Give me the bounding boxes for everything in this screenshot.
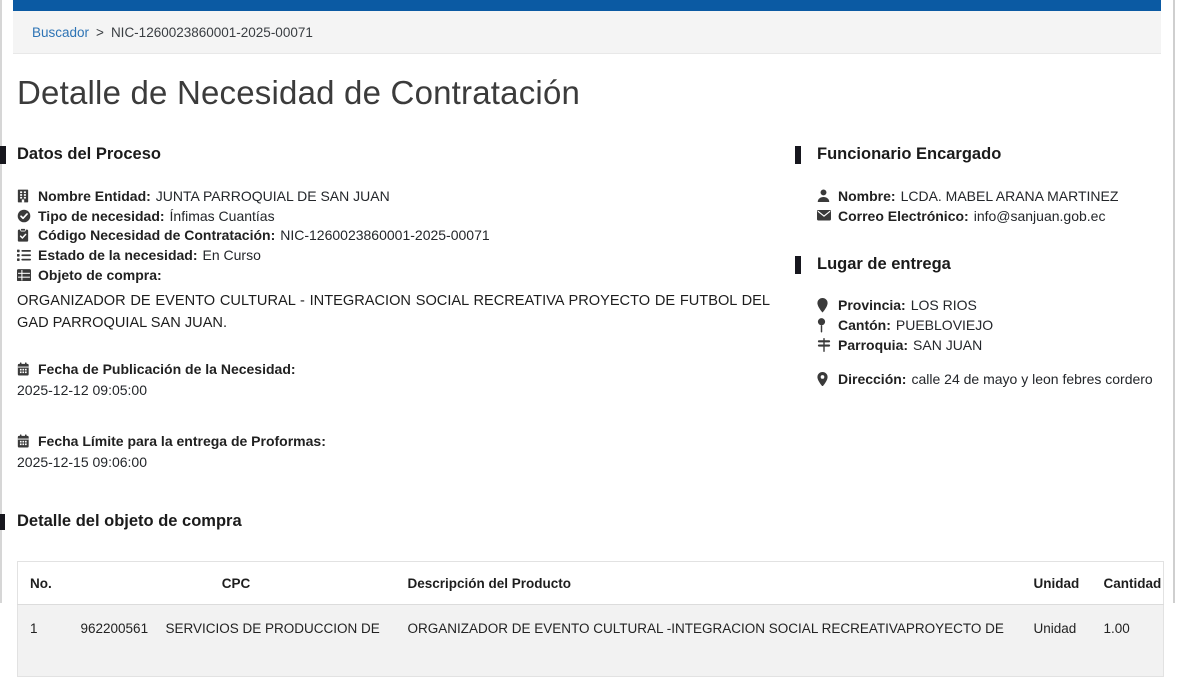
header-no: No.	[18, 561, 73, 604]
top-accent-bar	[13, 0, 1161, 11]
header-descripcion: Descripción del Producto	[400, 561, 1026, 604]
field-objeto-compra: Objeto de compra:	[17, 265, 773, 285]
section-accent-bar	[0, 514, 5, 530]
fecha-publicacion: Fecha de Publicación de la Necesidad: 2025-12-12 09:05:00	[17, 359, 773, 398]
field-funcionario-nombre: Nombre: LCDA. MABEL ARANA MARTINEZ	[817, 186, 1161, 206]
cell-descripcion: ORGANIZADOR DE EVENTO CULTURAL -INTEGRACION SOCIAL RECREATIVAPROYECTO DE	[400, 604, 1026, 676]
field-tipo-necesidad: Tipo de necesidad: Ínfimas Cuantías	[17, 206, 773, 226]
fecha-publicacion-value: 2025-12-12 09:05:00	[17, 381, 147, 398]
header-cpc: CPC	[73, 561, 400, 604]
fecha-limite-value: 2025-12-15 09:06:00	[17, 453, 147, 470]
field-canton: Cantón: PUEBLOVIEJO	[817, 315, 1161, 335]
user-icon	[817, 189, 838, 202]
table-header-row	[18, 561, 1164, 604]
detalle-objeto-heading: Detalle del objeto de compra	[17, 512, 1161, 531]
table-icon	[17, 269, 38, 282]
detalle-objeto-table	[17, 561, 1164, 677]
table-row	[18, 604, 1164, 676]
field-parroquia: Parroquia: SAN JUAN	[817, 335, 1161, 355]
field-codigo-necesidad: Código Necesidad de Contratación: NIC-1260023860001-2025-00071	[17, 226, 773, 246]
field-nombre-entidad: Nombre Entidad: JUNTA PARROQUIAL DE SAN JUAN	[17, 186, 773, 206]
map-pin-icon	[817, 318, 838, 333]
breadcrumb-link-buscador[interactable]: Buscador	[32, 24, 90, 40]
signpost-icon	[817, 338, 838, 352]
section-accent-bar	[795, 256, 801, 274]
cell-no: 1	[18, 604, 73, 676]
header-cantidad: Cantidad	[1096, 561, 1164, 604]
building-icon	[17, 189, 38, 203]
calendar-icon	[17, 434, 38, 448]
section-datos-proceso	[17, 145, 773, 470]
section-accent-bar	[0, 146, 6, 164]
field-provincia: Provincia: LOS RIOS	[817, 296, 1161, 316]
right-column	[795, 145, 1161, 470]
check-circle-icon	[17, 209, 38, 223]
envelope-icon	[817, 210, 838, 221]
location-dot-icon	[817, 372, 838, 387]
fecha-limite: Fecha Límite para la entrega de Proformas: 2025-12-15 09:06:00	[17, 431, 773, 470]
cell-unidad: Unidad	[1026, 604, 1096, 676]
list-icon	[17, 249, 38, 262]
window-edge-right	[1173, 0, 1175, 603]
calendar-icon	[17, 362, 38, 376]
cell-cpc-code: 962200561	[73, 604, 158, 676]
section-accent-bar	[795, 146, 801, 164]
lugar-entrega-heading: Lugar de entrega	[817, 255, 1161, 274]
breadcrumb-current: NIC-1260023860001-2025-00071	[110, 24, 313, 40]
map-marker-icon	[817, 298, 838, 313]
datos-proceso-heading: Datos del Proceso	[17, 145, 773, 164]
header-unidad: Unidad	[1026, 561, 1096, 604]
funcionario-heading: Funcionario Encargado	[817, 145, 1161, 164]
breadcrumb-separator: >	[96, 24, 104, 40]
window-edge-left	[0, 0, 2, 603]
breadcrumb	[13, 11, 1161, 54]
cell-cantidad: 1.00	[1096, 604, 1164, 676]
main-content	[17, 54, 1161, 677]
objeto-compra-text: ORGANIZADOR DE EVENTO CULTURAL - INTEGRACION SOCIAL RECREATIVA PROYECTO DE FUTBOL DEL GAD PARROQUIAL SAN JUAN.	[17, 292, 770, 331]
field-direccion: Dirección: calle 24 de mayo y leon febres cordero	[817, 369, 1161, 389]
field-funcionario-correo: Correo Electrónico: info@sanjuan.gob.ec	[817, 206, 1161, 226]
field-estado-necesidad: Estado de la necesidad: En Curso	[17, 245, 773, 265]
page-title: Detalle de Necesidad de Contratación	[17, 74, 581, 111]
cell-cpc-desc: SERVICIOS DE PRODUCCION DE	[158, 604, 400, 676]
clipboard-check-icon	[17, 228, 38, 242]
